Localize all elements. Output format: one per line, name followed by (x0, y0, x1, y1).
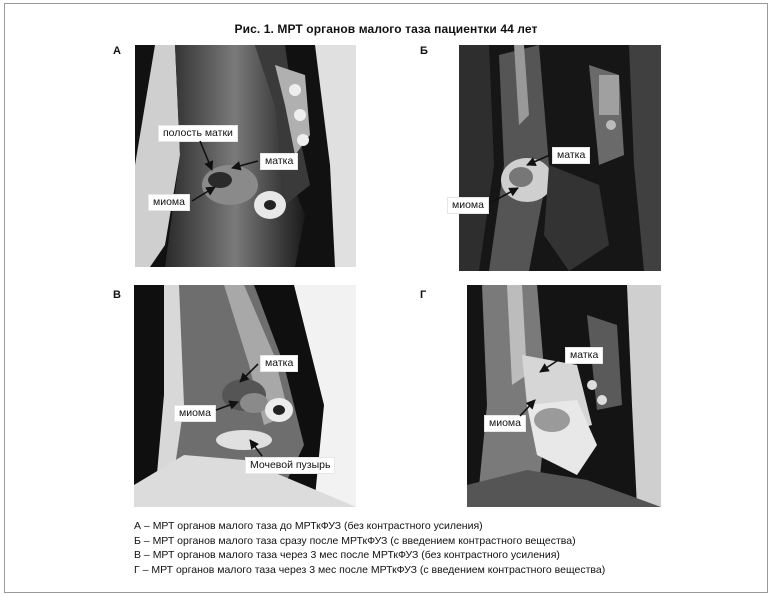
label-myoma-v: миома (174, 405, 216, 422)
label-uterus-v: матка (260, 355, 298, 372)
label-uterus-b: матка (552, 147, 590, 164)
caption-key-g: Г (134, 563, 140, 576)
caption-key-a: А (134, 520, 142, 532)
panel-g-letter: Г (420, 289, 427, 301)
caption-text-g: – МРТ органов малого таза через 3 мес после МРТкФУЗ (с введением контрастного вещества) (139, 563, 606, 576)
label-bladder-v: Мочевой пузырь (245, 457, 335, 474)
panel-a-letter: А (113, 45, 121, 57)
panel-v-letter: В (113, 289, 121, 301)
figure-title: Рис. 1. МРТ органов малого таза пациентки 44 лет (234, 22, 538, 36)
caption-text-v: – МРТ органов малого таза через 3 мес после МРТкФУЗ (без контрастного усиления) (141, 549, 560, 561)
mri-image-g (467, 285, 661, 507)
caption-line-g (134, 563, 605, 578)
label-uterine-cavity-a: полость матки (158, 125, 238, 142)
caption-text-b: – МРТ органов малого таза сразу после МРТкФУЗ (с введением контрастного вещества) (140, 534, 576, 547)
label-myoma-a: миома (148, 194, 190, 211)
caption-key-b: Б (134, 534, 141, 547)
label-myoma-b: миома (447, 197, 489, 214)
caption-key-v: В (134, 549, 142, 561)
mri-image-a (135, 45, 356, 267)
panel-b-letter: Б (420, 45, 428, 57)
label-myoma-g: миома (484, 415, 526, 432)
label-uterus-a: матка (260, 153, 298, 170)
caption-line-v (134, 548, 605, 563)
figure-caption (134, 519, 605, 577)
caption-line-a (134, 519, 605, 534)
caption-line-b (134, 534, 605, 549)
label-uterus-g: матка (565, 347, 603, 364)
caption-text-a: – МРТ органов малого таза до МРТкФУЗ (без контрастного усиления) (141, 520, 483, 532)
